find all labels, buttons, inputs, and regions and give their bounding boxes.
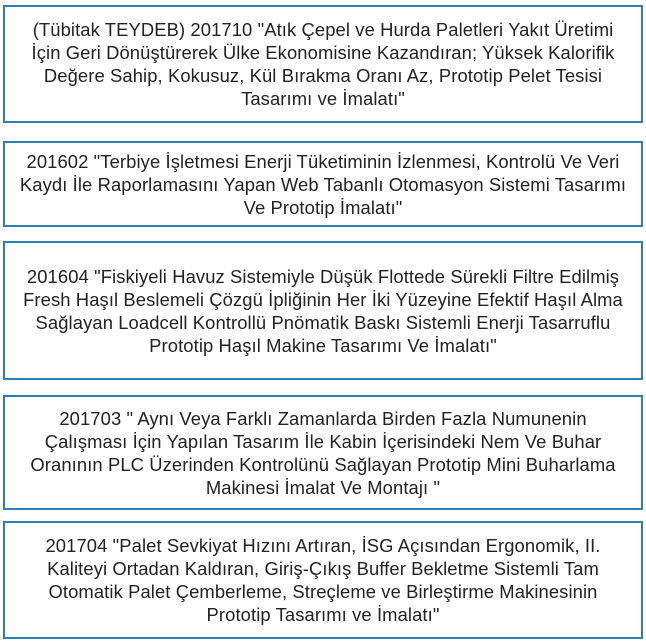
project-card-201604 <box>3 241 643 380</box>
project-title: 201703 " Aynı Veya Farklı Zamanlarda Birden Fazla Numunenin Çalışması İçin Yapılan Tasarım İle Kabin İçerisindeki Nem Ve Buhar Oranının PLC Üzerinden Kontrolünü Sağlayan Prototip Mini Buharlama Makinesi İmalat Ve Montajı " <box>30 407 616 498</box>
project-card-201704 <box>3 521 643 639</box>
project-title: (Tübitak TEYDEB) 201710 "Atık Çepel ve Hurda Paletleri Yakıt Üretimi İçin Geri Dönüştürerek Ülke Ekonomisine Kazandıran; Yüksek Kalorifik Değere Sahip, Kokusuz, Kül Bırakma Oranı Az, Prototip Pelet Tesisi Tasarımı ve İmalatı" <box>31 19 615 109</box>
project-title: 201704 "Palet Sevkiyat Hızını Artıran, İSG Açısından Ergonomik, II. Kaliteyi Ortadan Kaldıran, Giriş-Çıkış Buffer Bekletme Sistemli Tam Otomatik Palet Çemberleme, Streçleme ve Birleştirme Makinesinin Prototip Tasarımı ve İmalatı" <box>45 535 601 625</box>
project-card-201710 <box>3 5 643 123</box>
project-title: 201602 "Terbiye İşletmesi Enerji Tüketiminin İzlenmesi, Kontrolü Ve Veri Kaydı İle Raporlamasını Yapan Web Tabanlı Otomasyon Sistemi Tasarımı Ve Prototip İmalatı" <box>19 150 627 218</box>
project-card-201703 <box>3 395 643 510</box>
project-card-201602 <box>3 141 643 227</box>
project-title: 201604 "Fiskiyeli Havuz Sistemiyle Düşük Flottede Sürekli Filtre Edilmiş Fresh Haşıl Beslemeli Çözgü İpliğinin Her İki Yüzeyine Efektif Haşıl Alma Sağlayan Loadcell Kontrollü Pnömatik Baskı Sistemli Enerji Tasarruflu Prototip Haşıl Makine Tasarımı Ve İmalatı" <box>23 265 623 356</box>
